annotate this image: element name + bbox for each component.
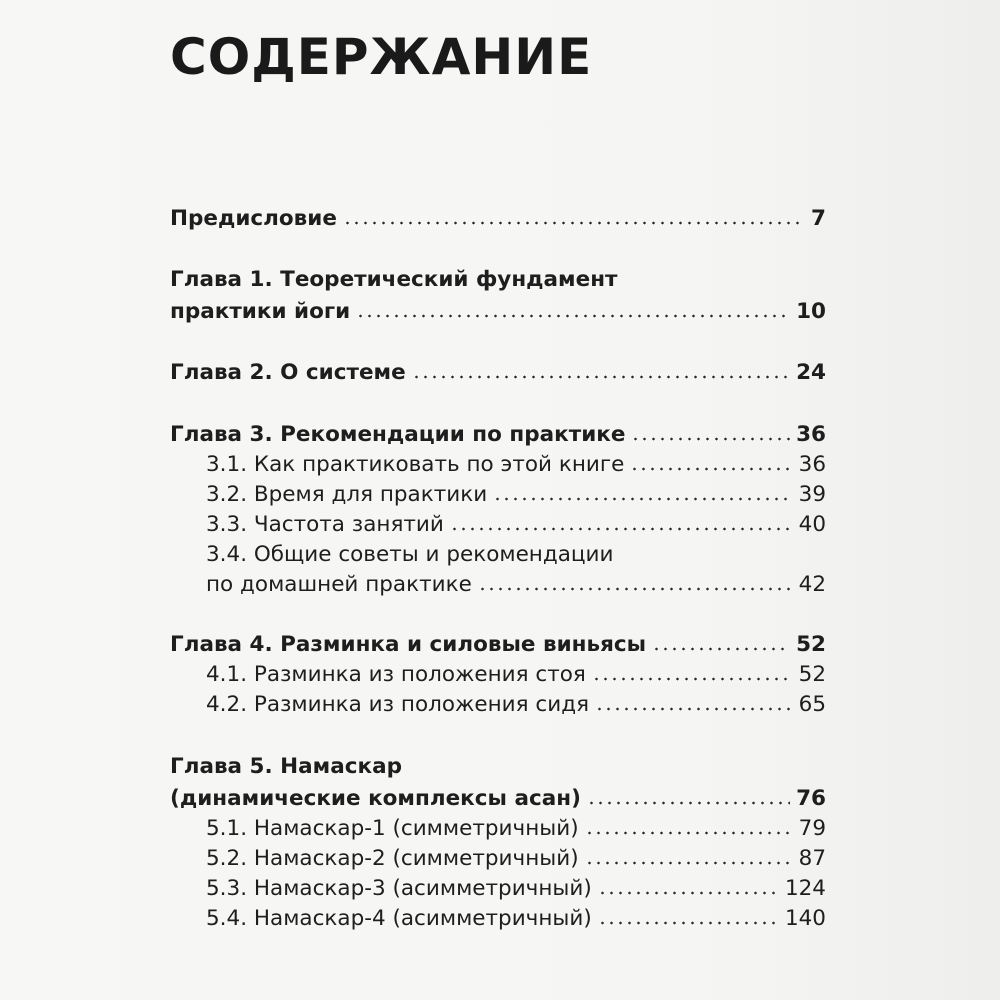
toc-entry-section: [206, 660, 826, 690]
toc-page-number: 24: [796, 360, 826, 385]
toc-entry-section: [206, 480, 826, 510]
toc-page-number: 52: [798, 662, 826, 687]
toc-entry-chapter-1-cont: [170, 297, 826, 327]
toc-entry-chapter-1: [170, 265, 826, 295]
toc-entry-section: [206, 540, 826, 570]
toc-entry-label: Глава 3. Рекомендации по практике: [170, 422, 626, 447]
toc-entry-label: 3.4. Общие советы и рекомендации: [206, 542, 614, 567]
toc-page-number: 7: [811, 206, 826, 231]
toc-entry-section: [206, 510, 826, 540]
toc-entry-label: Глава 2. О системе: [170, 360, 406, 385]
toc-entry-label: Предисловие: [170, 206, 337, 231]
toc-entry-label: Глава 5. Намаскар: [170, 754, 402, 779]
page-title: СОДЕРЖАНИЕ: [170, 28, 593, 86]
toc-page-number: 124: [784, 876, 826, 901]
leader-dots: [585, 831, 793, 835]
toc-page-number: 79: [798, 816, 826, 841]
leader-dots: [592, 677, 793, 681]
leader-dots: [598, 921, 779, 925]
toc-entry-label: практики йоги: [170, 299, 351, 324]
toc-page-number: 76: [796, 786, 826, 811]
toc-entry-label: Глава 4. Разминка и силовые виньясы: [170, 632, 647, 657]
toc-entry-label: 4.2. Разминка из положения сидя: [206, 692, 590, 717]
toc-entry-section: [206, 844, 826, 874]
toc-entry-label: (динамические комплексы асан): [170, 786, 581, 811]
toc-entry-label: 3.2. Время для практики: [206, 482, 488, 507]
toc-page-number: 52: [796, 632, 826, 657]
toc-page-number: 39: [798, 482, 826, 507]
toc-page-number: 87: [798, 846, 826, 871]
toc-page-number: 36: [798, 452, 826, 477]
toc-entry-label: 5.3. Намаскар-3 (асимметричный): [206, 876, 592, 901]
toc-entry-label: 5.2. Намаскар-2 (симметричный): [206, 846, 579, 871]
toc-entry-preface: [170, 204, 826, 234]
toc-page-number: 40: [798, 512, 826, 537]
leader-dots: [412, 375, 790, 379]
toc-entry-chapter-3: [170, 420, 826, 450]
toc-entry-label: 3.3. Частота занятий: [206, 512, 444, 537]
toc-entry-label: 4.1. Разминка из положения стоя: [206, 662, 586, 687]
toc-entry-section: [206, 904, 826, 934]
toc-entry-section-cont: [206, 570, 826, 600]
toc-page-number: 36: [796, 422, 826, 447]
toc-entry-section: [206, 814, 826, 844]
leader-dots: [630, 467, 792, 471]
toc-entry-label: 3.1. Как практиковать по этой книге: [206, 452, 625, 477]
toc-entry-chapter-5-cont: [170, 784, 826, 814]
toc-page-number: 65: [798, 692, 826, 717]
toc-entry-label: 5.1. Намаскар-1 (симметричный): [206, 816, 579, 841]
leader-dots: [652, 647, 790, 651]
leader-dots: [595, 707, 793, 711]
leader-dots: [598, 891, 779, 895]
toc-entry-label: Глава 1. Теоретический фундамент: [170, 267, 618, 292]
leader-dots: [493, 497, 792, 501]
leader-dots: [356, 314, 790, 318]
toc-entry-chapter-4: [170, 630, 826, 660]
toc-page-number: 10: [796, 299, 826, 324]
toc-page-number: 42: [798, 572, 826, 597]
toc-entry-section: [206, 450, 826, 480]
toc-entry-chapter-2: [170, 358, 826, 388]
leader-dots: [450, 527, 793, 531]
leader-dots: [631, 437, 790, 441]
leader-dots: [585, 861, 793, 865]
toc-entry-section: [206, 874, 826, 904]
leader-dots: [587, 801, 790, 805]
leader-dots: [478, 587, 793, 591]
toc-entry-chapter-5: [170, 752, 826, 782]
toc-entry-label: 5.4. Намаскар-4 (асимметричный): [206, 906, 592, 931]
leader-dots: [343, 221, 805, 225]
toc-page-number: 140: [784, 906, 826, 931]
toc-entry-label: по домашней практике: [206, 572, 472, 597]
toc-entry-section: [206, 690, 826, 720]
